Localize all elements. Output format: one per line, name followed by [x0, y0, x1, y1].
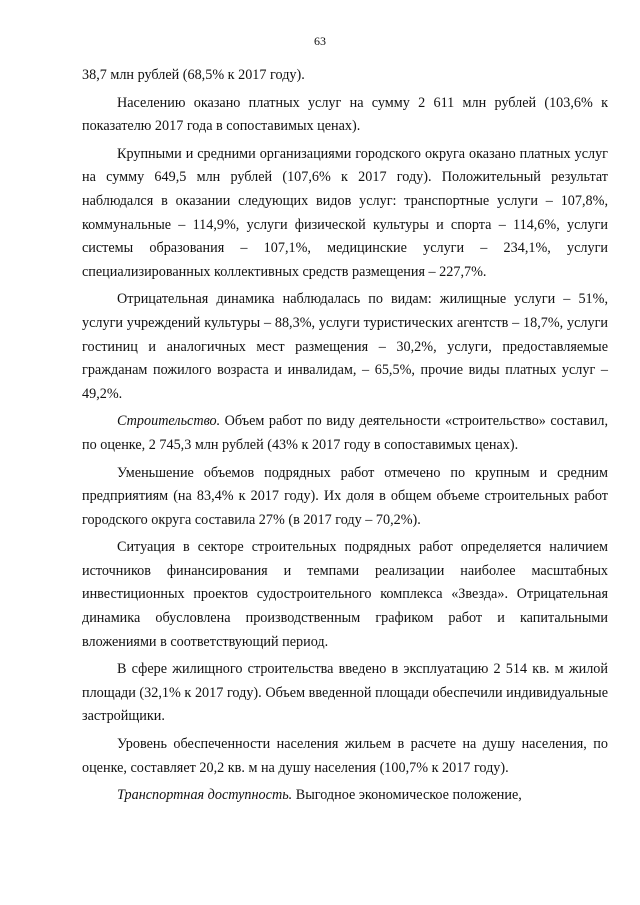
- paragraph-services-continued: 38,7 млн рублей (68,5% к 2017 году).: [82, 67, 305, 83]
- paragraph-housing-per-capita: Уровень обеспеченности населения жильем в расчете на душу населения, по оценке, составляет 20,2 кв. м на душу населения (100,7% к 2017 году).: [82, 736, 608, 776]
- transport-heading: Транспортная доступность.: [117, 787, 293, 804]
- paragraph-construction: [82, 410, 608, 457]
- paragraph-zvezda: Ситуация в секторе строительных подрядных работ определяется наличием источников финансирования и темпами реализации наиболее масштабных инвестиционных проектов судостроительного комплекса «Звезда». Отрицательная динамика обусловлена производственным графиком работ и капитальными вложениями в соответствующий период.: [82, 539, 608, 650]
- paragraph-paid-services-population: Населению оказано платных услуг на сумму 2 611 млн рублей (103,6% к показателю 2017 года в сопоставимых ценах).: [82, 94, 608, 135]
- paragraph-large-organizations: Крупными и средними организациями городского округа оказано платных услуг на сумму 649,5 млн рублей (107,6% к 2017 году). Положительный результат наблюдался в оказании следующих видов услуг: транспортные услуги – 107,8%, коммунальные – 114,9%, услуги физической культуры и спорта – 114,6%, услуги системы образования – 107,1%, медицинские услуги – 234,1%, услуги специализированных коллективных средств размещения – 227,7%.: [82, 145, 608, 280]
- paragraph-negative-dynamics: Отрицательная динамика наблюдалась по видам: жилищные услуги – 51%, услуги учреждений культуры – 88,3%, услуги туристических агентств – 18,7%, услуги гостиниц и аналогичных мест размещения – 30,2%, услуги, предоставляемые гражданам пожилого возраста и инвалидам, – 65,5%, прочие виды платных услуг – 49,2%.: [82, 291, 608, 402]
- body-text: [82, 64, 608, 808]
- transport-text: Выгодное экономическое положение,: [292, 787, 522, 804]
- paragraph-housing: В сфере жилищного строительства введено в эксплуатацию 2 514 кв. м жилой площади (32,1% к 2017 году). Объем введенной площади обеспечили индивидуальные застройщики.: [82, 661, 608, 725]
- construction-text: Объем работ по виду деятельности «строительство» составил, по оценке, 2 745,3 млн рублей (43% к 2017 году в сопоставимых ценах).: [82, 413, 608, 453]
- paragraph-contract-works: Уменьшение объемов подрядных работ отмечено по крупным и средним предприятиям (на 83,4% к 2017 году). Их доля в общем объеме строительных работ городского округа составила 27% (в 2017 году – 70,2%).: [82, 464, 608, 528]
- construction-heading: Строительство.: [117, 413, 221, 430]
- paragraph-transport: [82, 784, 608, 808]
- page-number: 63: [314, 34, 326, 48]
